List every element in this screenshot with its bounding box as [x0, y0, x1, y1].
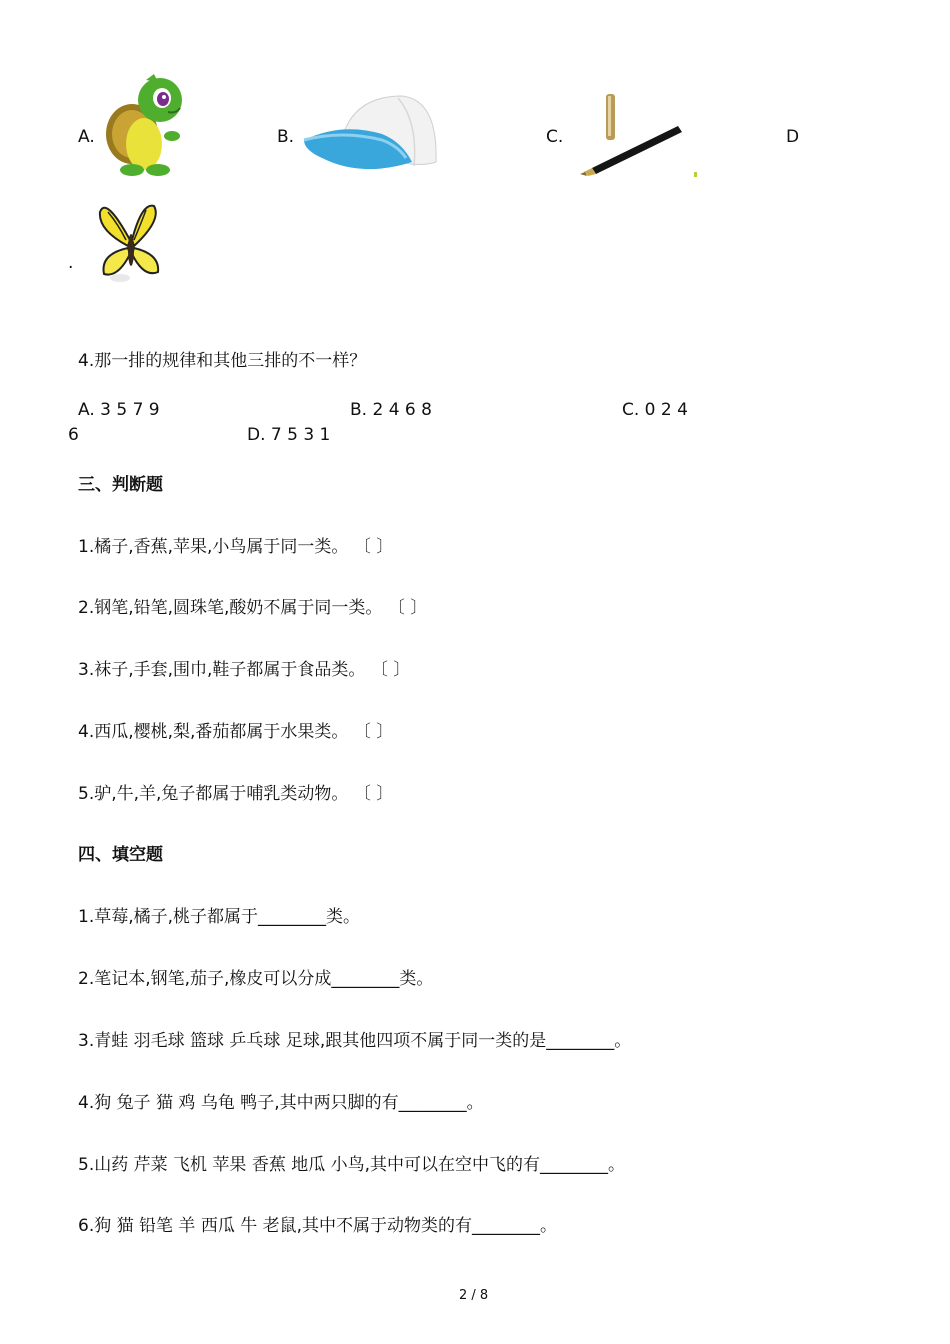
q4-option-d: D. 7 5 3 1	[247, 425, 331, 445]
option-d-dot: .	[68, 253, 74, 273]
fill-item: 5.山药 芹菜 飞机 苹果 香蕉 地瓜 小鸟,其中可以在空中飞的有________。	[78, 1155, 626, 1175]
q4-option-c-continued: 6	[68, 425, 79, 445]
q4-option-a: A. 3 5 7 9	[78, 400, 160, 420]
judge-item: 5.驴,牛,羊,兔子都属于哺乳类动物。 〔 〕	[78, 784, 394, 804]
option-a-label: A.	[78, 127, 95, 147]
turtle-icon	[102, 72, 186, 178]
judge-item: 1.橘子,香蕉,苹果,小鸟属于同一类。 〔 〕	[78, 537, 394, 557]
page-number: 2 / 8	[459, 1288, 489, 1303]
q4-option-c: C. 0 2 4	[622, 400, 688, 420]
judge-item: 2.钢笔,铅笔,圆珠笔,酸奶不属于同一类。 〔 〕	[78, 598, 428, 618]
option-c-label: C.	[546, 127, 564, 147]
cap-icon	[302, 92, 440, 176]
section3-heading: 三、判断题	[78, 475, 163, 495]
judge-item: 4.西瓜,樱桃,梨,番茄都属于水果类。 〔 〕	[78, 722, 394, 742]
option-d-label: D	[786, 127, 800, 147]
fill-item: 2.笔记本,钢笔,茄子,橡皮可以分成________类。	[78, 969, 434, 989]
fountain-pen-icon	[578, 92, 704, 182]
q4-option-b: B. 2 4 6 8	[350, 400, 432, 420]
fill-item: 6.狗 猫 铅笔 羊 西瓜 牛 老鼠,其中不属于动物类的有________。	[78, 1216, 558, 1236]
section4-heading: 四、填空题	[78, 845, 163, 865]
butterfly-icon	[96, 200, 166, 286]
fill-item: 4.狗 兔子 猫 鸡 乌龟 鸭子,其中两只脚的有________。	[78, 1093, 484, 1113]
judge-item: 3.袜子,手套,围巾,鞋子都属于食品类。 〔 〕	[78, 660, 411, 680]
q4-question: 4.那一排的规律和其他三排的不一样？	[78, 351, 367, 371]
fill-item: 3.青蛙 羽毛球 篮球 乒乓球 足球,跟其他四项不属于同一类的是________。	[78, 1031, 632, 1051]
fill-item: 1.草莓,橘子,桃子都属于________类。	[78, 907, 361, 927]
option-b-label: B.	[277, 127, 295, 147]
